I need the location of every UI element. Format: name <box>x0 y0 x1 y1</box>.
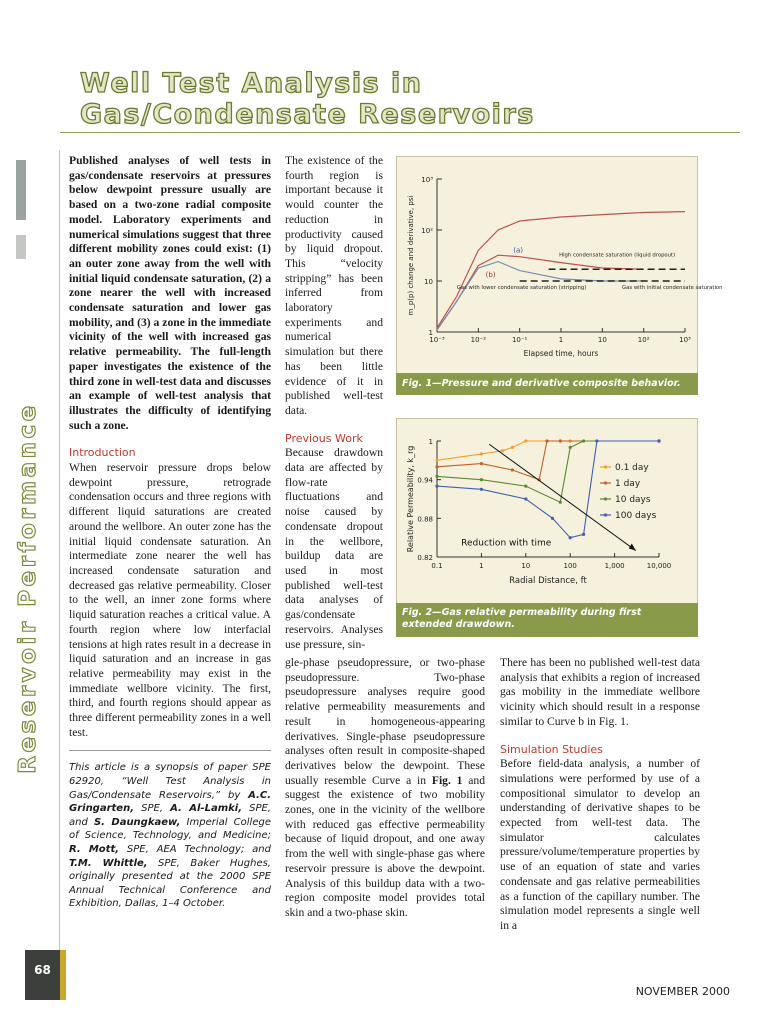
fig1-annotation-b: (b) <box>485 270 496 279</box>
figure-2-caption: Fig. 2—Gas relative permeability during first extended drawdown. <box>396 603 698 637</box>
fig1-x-axis-label: Elapsed time, hours <box>523 349 599 358</box>
author-4: R. Mott, <box>69 843 120 855</box>
page-number: 68 <box>34 963 51 977</box>
author-3: S. Daungkaew, <box>93 816 181 828</box>
fig1-x-tick-label: 10⁻¹ <box>511 336 528 344</box>
fig2-x-tick-label: 1 <box>479 562 484 570</box>
fig2-point <box>551 517 554 520</box>
fig2-legend-label: 100 days <box>615 511 657 521</box>
fig1-annotation-a: (a) <box>513 246 524 255</box>
fig2-y-axis-label: Relative Permeability, k_rg <box>406 445 415 553</box>
fig2-x-axis-label: Radial Distance, ft <box>509 576 587 586</box>
spine-bar-light <box>16 235 26 259</box>
fig1-x-tick-label: 10² <box>637 336 650 344</box>
previous-work-text-top: Because drawdown data are affected by flow-rate fluctuations and noise caused by condensate dropout in the wellbore, buildup data are used in most published well-test data analyses of gas/condensate reservoirs. Analyses use pressure, sin- <box>285 446 383 651</box>
synopsis-intro: This article is a synopsis of paper SPE 62920, “Well Test Analysis in Gas/Condensate Reservoirs,” by <box>69 762 271 801</box>
fig2-x-tick-label: 10,000 <box>646 562 672 570</box>
fig2-legend-label: 10 days <box>615 495 651 505</box>
fig2-legend-label: 0.1 day <box>615 463 649 473</box>
fig-1-reference: Fig. 1 <box>431 773 463 787</box>
fig2-y-tick-label: 1 <box>428 438 433 446</box>
fig2-point <box>480 462 483 465</box>
author-2-affiliation: SPE, and <box>69 803 271 828</box>
figure-2-chart <box>397 419 697 603</box>
fig2-point <box>559 439 562 442</box>
fig2-point <box>545 439 548 442</box>
fig1-series-line <box>437 255 644 330</box>
column-1 <box>69 154 271 911</box>
fig2-point <box>435 475 438 478</box>
column-2-top <box>285 154 383 652</box>
section-label: Reservoir Performance <box>15 402 41 774</box>
fig1-y-tick-label: 1 <box>428 329 433 337</box>
previous-work-part-2: and suggest the existence of two mobility zones, one in the vicinity of the wellbore with reduced gas effective permeability because of liquid dropout, and one away from the well with single-phase gas where reservoir pressure is above the dewpoint. Analysis of this buildup data with a two-region composite model provides total skin and a two-phase skin. <box>285 773 486 919</box>
fig2-point <box>435 459 438 462</box>
fig2-point <box>657 439 660 442</box>
fig2-x-tick-label: 100 <box>563 562 577 570</box>
fourth-region-text: The existence of the fourth region is important because it would counter the reduction in productivity caused by liquid dropout. This “velocity stripping” has been inferred from laboratory experiments and numerical simulation but there has been little evidence of it in published well-test data. <box>285 154 383 417</box>
previous-work-text-bottom <box>285 656 485 921</box>
fig2-y-tick-label: 0.88 <box>417 515 433 524</box>
fig2-point <box>582 439 585 442</box>
intro-text: When reservoir pressure drops below dewpoint pressure, retrograde condensation occurs and three regions with different liquid saturations are created around the wellbore. An outer zone has the initial liquid condensate saturation. An intermediate zone nearer the well has increased condensate saturation and decreased gas relative permeability. Closer to the well, an inner zone forms where liquid saturation reaches a critical value. A fourth region where low interfacial tensions at high rates result in a decrease in liquid saturation and an increase in gas relative permeability may exist in the immediate wellbore vicinity. The first, third, and fourth regions should appear as three different permeability zones in a well test. <box>69 461 271 739</box>
fig2-legend-marker <box>604 465 607 468</box>
column-3 <box>500 656 700 934</box>
spine-bar <box>16 160 26 220</box>
intro-heading: Introduction <box>69 446 136 460</box>
previous-work-heading: Previous Work <box>285 431 363 445</box>
fig2-point <box>582 533 585 536</box>
fig2-annotation: Reduction with time <box>461 538 552 549</box>
fig2-point <box>511 468 514 471</box>
author-5-affiliation: SPE, Baker Hughes, originally presented at the 2000 SPE Annual Technical Conference and Exhibition, Dallas, 1–4 October. <box>69 857 271 910</box>
author-3-affiliation: Imperial College of Science, Technology, and Medicine; <box>69 816 271 842</box>
fig2-series-line <box>437 441 659 480</box>
fig1-x-tick-label: 1 <box>558 336 564 344</box>
article-title <box>80 68 720 130</box>
fig2-point <box>511 446 514 449</box>
fig2-point <box>524 439 527 442</box>
fig2-point <box>435 485 438 488</box>
fig2-point <box>480 488 483 491</box>
synopsis <box>69 761 271 911</box>
fig2-legend-label: 1 day <box>615 479 641 489</box>
spine-divider <box>59 150 60 958</box>
fig2-arrow-line <box>489 444 636 550</box>
fig1-x-tick-label: 10⁻³ <box>429 336 445 344</box>
fig2-point <box>569 536 572 539</box>
title-line-1: Well Test Analysis in <box>80 68 423 99</box>
fig1-annotation-high: High condensate saturation (liquid dropout) <box>559 252 676 259</box>
fig2-point <box>569 446 572 449</box>
author-5: T.M. Whittle, <box>69 857 148 869</box>
title-line-2: Gas/Condensate Reservoirs <box>80 99 535 130</box>
fig1-y-tick-label: 10³ <box>421 176 433 184</box>
fig1-y-tick-label: 10² <box>421 227 433 235</box>
figure-2 <box>396 418 698 604</box>
fig2-legend-marker <box>604 513 607 516</box>
author-1-affiliation: SPE, <box>134 803 171 815</box>
previous-work-part-1: gle-phase pseudopressure, or two-phase pseudopressure. Two-phase pseudopressure analyses require good relative permeability measurements and result in homogeneous-appearing derivatives. Single-phase pseudopressure analyses often result in composite-shaped derivatives below the dewpoint. These usually resemble Curve a in <box>285 656 485 787</box>
fig2-point <box>559 501 562 504</box>
fig2-point <box>595 439 598 442</box>
fig2-point <box>524 497 527 500</box>
column-2-bottom <box>285 656 485 921</box>
fig1-annotation-initial: Gas with initial condensate saturation <box>622 284 723 291</box>
fig2-y-tick-label: 0.94 <box>417 476 433 485</box>
fig1-y-axis-label: m_p(p) change and derivative, psi <box>407 195 415 316</box>
fig2-x-tick-label: 10 <box>521 562 531 570</box>
title-divider <box>60 132 740 133</box>
fig1-annotation-lower: Gas with lower condensate saturation (stripping) <box>456 284 587 291</box>
simulation-heading: Simulation Studies <box>500 742 603 756</box>
fig2-point <box>501 449 504 452</box>
author-1: A.C. Gringarten, <box>69 789 271 815</box>
author-4-affiliation: SPE, AEA Technology; and <box>119 843 271 855</box>
fig2-point <box>480 478 483 481</box>
fig2-x-tick-label: 0.1 <box>431 562 443 570</box>
fig2-point <box>524 485 527 488</box>
fig2-legend-marker <box>604 497 607 500</box>
page-number-accent <box>60 950 66 1000</box>
fig2-series-line <box>437 441 659 460</box>
fig1-x-tick-label: 10⁻² <box>470 336 487 344</box>
fig2-y-tick-label: 0.82 <box>417 554 433 562</box>
fig2-point <box>480 452 483 455</box>
figure-1-chart <box>397 157 723 373</box>
fig1-x-tick-label: 10 <box>597 336 607 344</box>
issue-date: NOVEMBER 2000 <box>635 985 730 998</box>
synopsis-rule <box>69 750 271 751</box>
fig2-x-tick-label: 1,000 <box>604 562 625 570</box>
fig2-legend-marker <box>604 481 607 484</box>
right-column-text: There has been no published well-test data analysis that exhibits a region of increased gas mobility in the immediate wellbore vicinity which should result in a response similar to Curve b in Fig. 1. <box>500 656 700 728</box>
abstract: Published analyses of well tests in gas/condensate reservoirs at pressures below dewpoint pressure usually are based on a two-zone radial composite model. Laboratory experiments and numerical simulations suggest that three different mobility zones could exist: (1) an outer zone away from the well with initial liquid condensate saturation, (2) a zone nearer the well with increased condensate saturation and lower gas mobility, and (3) a zone in the immediate vicinity of the well with increased gas relative permeability. The full-length paper investigates the existence of the third zone in well-test data and discusses an example of well-test analysis that illustrates the difficulty of identifying such a zone. <box>69 154 271 432</box>
fig2-point <box>435 465 438 468</box>
fig1-x-tick-label: 10³ <box>679 336 691 344</box>
figure-1-caption: Fig. 1—Pressure and derivative composite behavior. <box>396 373 698 395</box>
author-2: A. Al-Lamki, <box>170 803 242 815</box>
fig2-arrow-head <box>629 544 636 551</box>
figure-1 <box>396 156 723 374</box>
fig1-y-tick-label: 10 <box>424 278 433 286</box>
simulation-text: Before field-data analysis, a number of simulations were performed by use of a compositional simulator to develop an understanding of derivative shapes to be expected from well-test data. The simulator calculates pressure/volume/temperature properties by use of an equation of state and varies condensate and gas relative permeabilities as a function of the capillary number. The simulation model represents a single well in a <box>500 757 700 932</box>
